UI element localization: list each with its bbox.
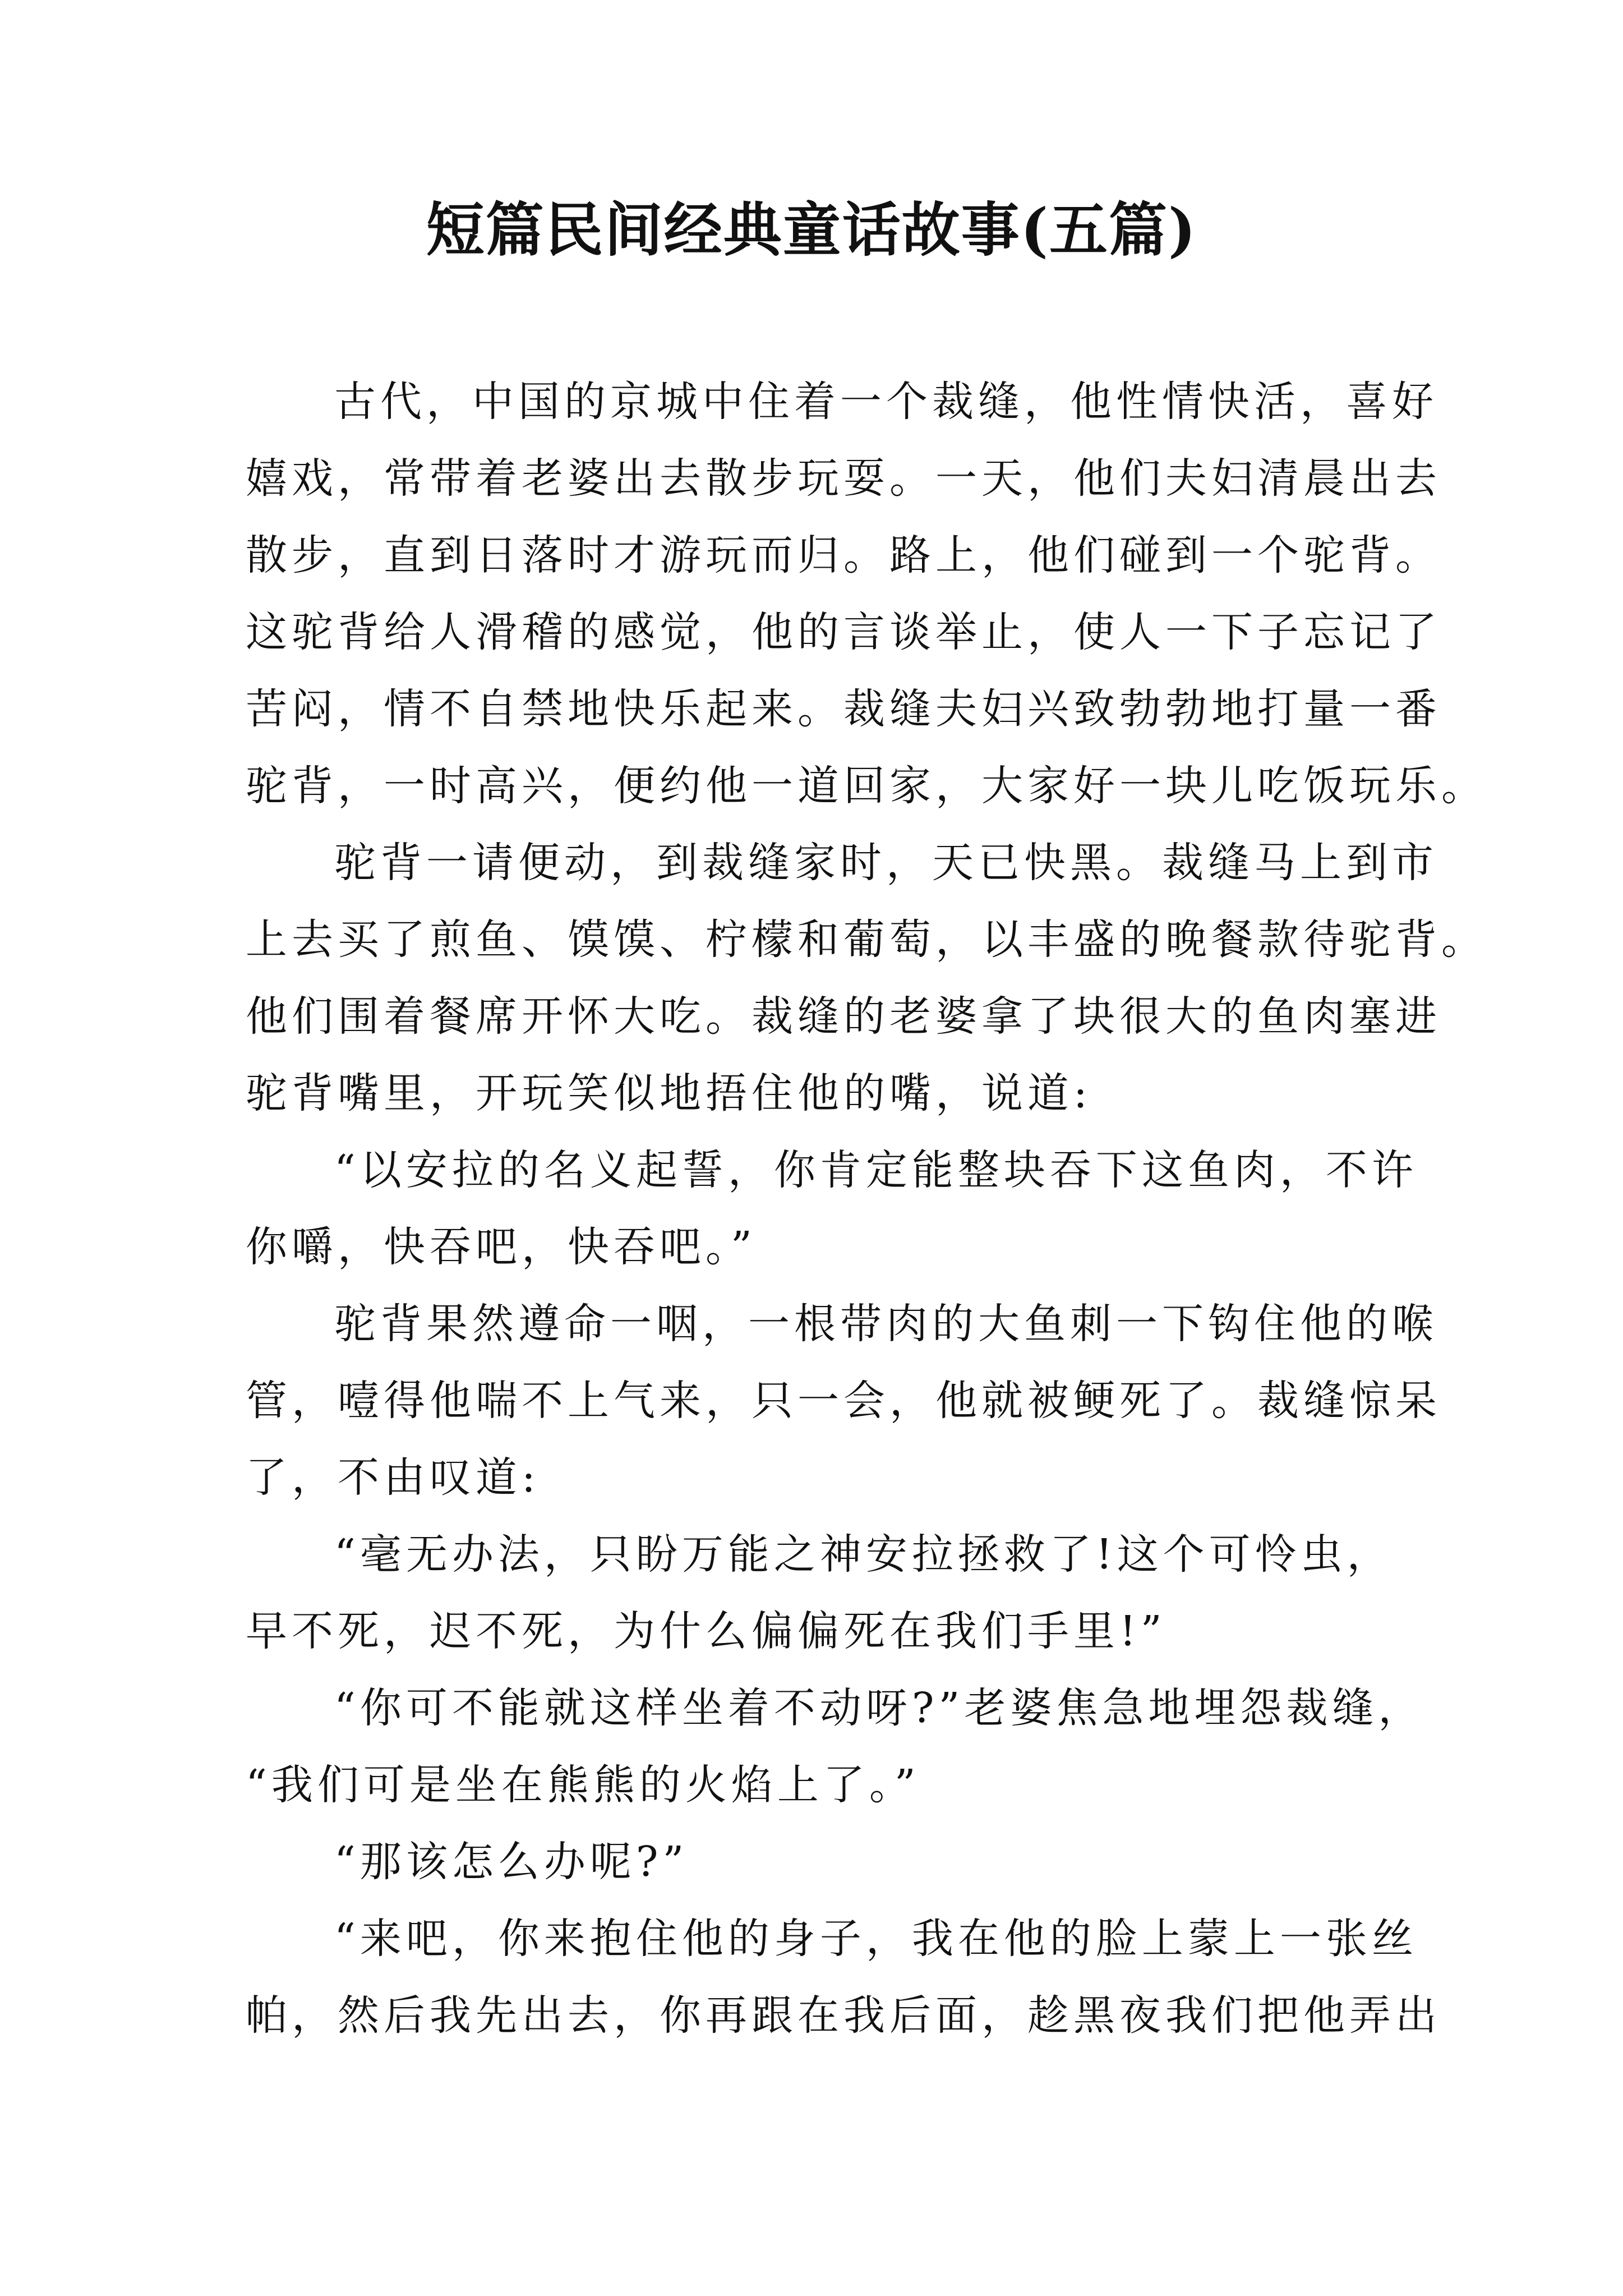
text-line: 管，噎得他喘不上气来，只一会，他就被鲠死了。裁缝惊呆 [246, 1377, 1441, 1425]
text-line: “以安拉的名义起誓，你肯定能整块吞下这鱼肉，不许 [334, 1146, 1418, 1194]
text-line: “你可不能就这样坐着不动呀?”老婆焦急地埋怨裁缝， [334, 1684, 1424, 1732]
document-title: 短篇民间经典童话故事(五篇) [426, 195, 1197, 264]
text-line: “毫无办法，只盼万能之神安拉拯救了!这个可怜虫， [334, 1530, 1393, 1579]
text-line: 早不死，迟不死，为什么偏偏死在我们手里!” [246, 1607, 1166, 1655]
text-line: 驼背果然遵命一咽，一根带肉的大鱼刺一下钩住他的喉 [334, 1300, 1438, 1348]
text-line: 驼背嘴里，开玩笑似地捂住他的嘴，说道: [246, 1069, 1092, 1117]
text-line: 了，不由叹道: [246, 1453, 540, 1502]
document-body [246, 364, 1487, 2054]
text-line: 你嚼，快吞吧，快吞吧。” [246, 1223, 757, 1271]
text-line: 上去买了煎鱼、馍馍、柠檬和葡萄，以丰盛的晚餐款待驼背。 [246, 915, 1487, 964]
text-line: 这驼背给人滑稽的感觉，他的言谈举止，使人一下子忘记了 [246, 608, 1441, 656]
text-line: “来吧，你来抱住他的身子，我在他的脸上蒙上一张丝 [334, 1915, 1418, 1963]
text-line: 驼背，一时高兴，便约他一道回家，大家好一块儿吃饭玩乐。 [246, 762, 1487, 810]
text-line: 古代，中国的京城中住着一个裁缝，他性情快活，喜好 [334, 378, 1438, 426]
text-line: 帕，然后我先出去，你再跟在我后面，趁黑夜我们把他弄出 [246, 1991, 1441, 2040]
text-line: “那该怎么办呢?” [334, 1838, 689, 1886]
text-line: 他们围着餐席开怀大吃。裁缝的老婆拿了块很大的鱼肉塞进 [246, 992, 1441, 1041]
text-line: 驼背一请便动，到裁缝家时，天已快黑。裁缝马上到市 [334, 839, 1438, 887]
text-line: “我们可是坐在熊熊的火焰上了。” [246, 1761, 920, 1809]
text-line: 苦闷，情不自禁地快乐起来。裁缝夫妇兴致勃勃地打量一番 [246, 685, 1441, 733]
text-line: 嬉戏，常带着老婆出去散步玩耍。一天，他们夫妇清晨出去 [246, 454, 1441, 503]
text-line: 散步，直到日落时才游玩而归。路上，他们碰到一个驼背。 [246, 531, 1441, 579]
